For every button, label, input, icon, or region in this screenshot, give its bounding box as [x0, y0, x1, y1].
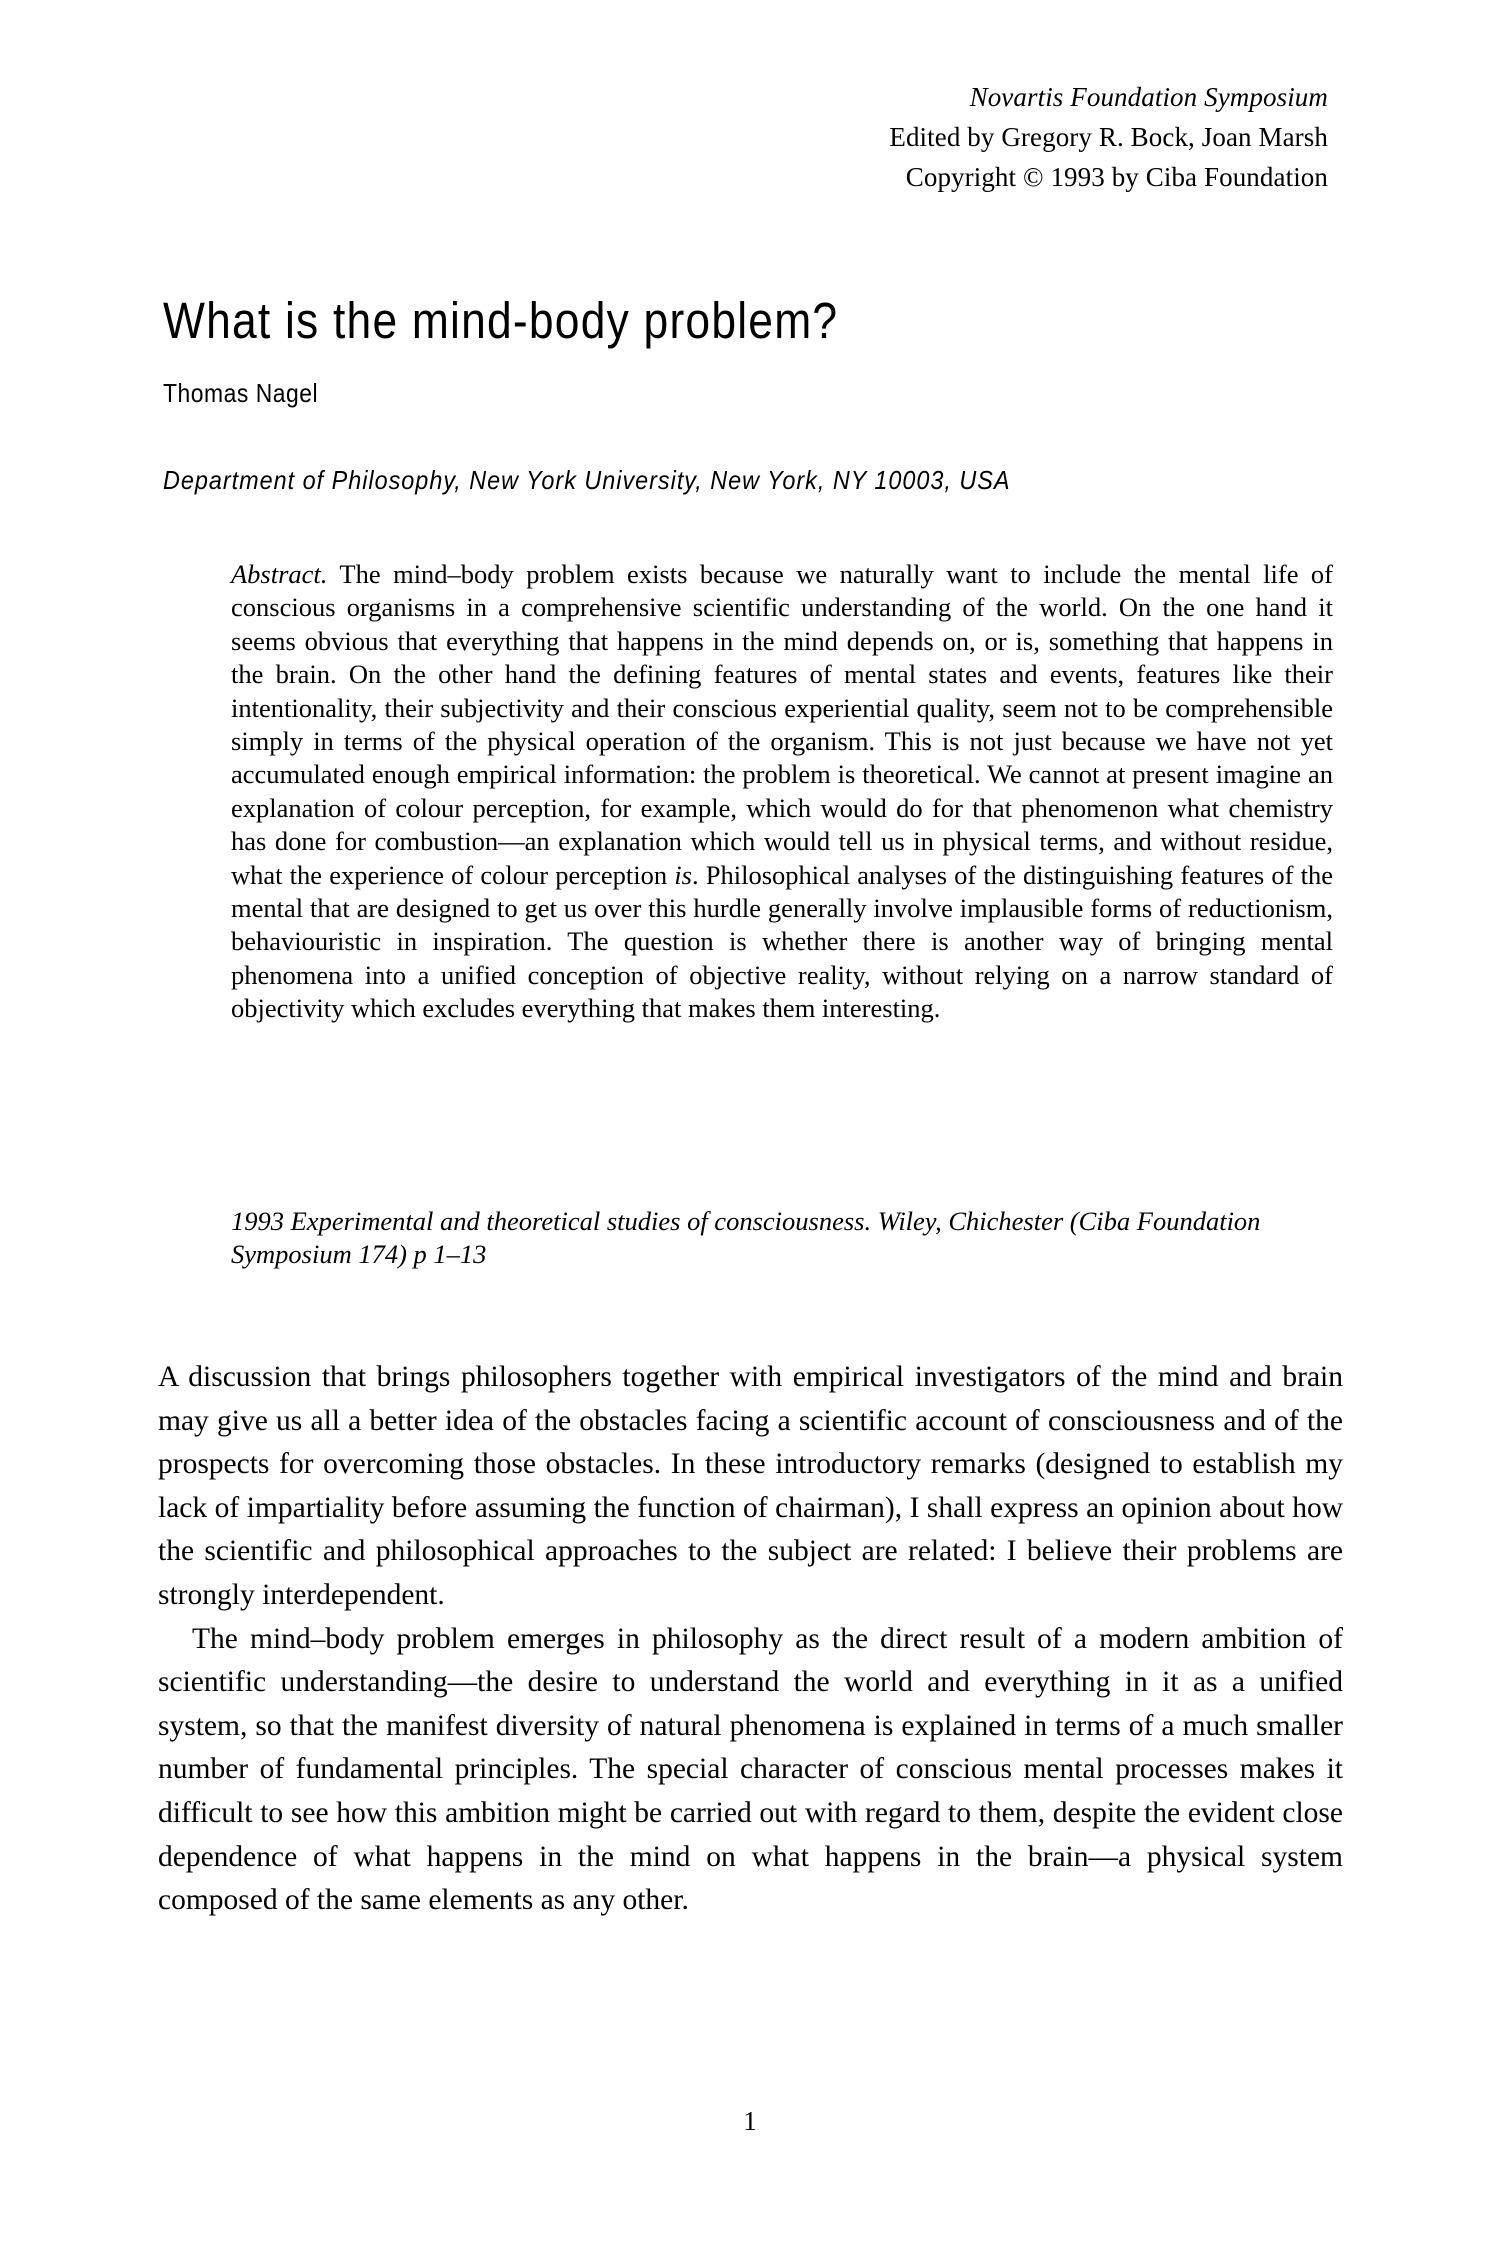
publisher-copyright-line: Copyright © 1993 by Ciba Foundation — [905, 161, 1328, 192]
author-affiliation: Department of Philosophy, New York University, New York, NY 10003, USA — [163, 465, 1011, 495]
body-content — [158, 1356, 1343, 1923]
abstract-text-part-2: . Philosophical analyses of the distinguishing features of the mental that are designed to get us over this hurdle generally involve implausible forms of reductionism, behaviouristic in inspiration. The question is whether there is another way of bringing mental phenomena into a unified conception of objective reality, without relying on a narrow standard of objectivity which excludes everything that makes them interesting. — [231, 859, 1333, 1024]
publisher-editors-line: Edited by Gregory R. Bock, Joan Marsh — [889, 121, 1328, 152]
page-number: 1 — [743, 2106, 757, 2136]
abstract-label: Abstract. — [231, 559, 328, 589]
citation-text: 1993 Experimental and theoretical studies of consciousness. Wiley, Chichester (Ciba Foundation Symposium 174) p 1–13 — [231, 1206, 1261, 1270]
page-title: What is the mind-body problem? — [163, 292, 839, 350]
body-paragraph-1: A discussion that brings philosophers together with empirical investigators of the mind and brain may give us all a better idea of the obstacles facing a scientific account of consciousness and of the prospects for overcoming those obstacles. In these introductory remarks (designed to establish my lack of impartiality before assuming the function of chairman), I shall express an opinion about how the scientific and philosophical approaches to the subject are related: I believe their problems are strongly interdependent. — [158, 1361, 1343, 1611]
author-name: Thomas Nagel — [163, 378, 319, 408]
abstract-paragraph — [231, 558, 1333, 1026]
source-citation — [231, 1205, 1333, 1272]
publisher-header — [889, 78, 1328, 198]
abstract-section — [231, 558, 1333, 1026]
publisher-series-line: Novartis Foundation Symposium — [969, 82, 1328, 112]
abstract-emphasis: is — [674, 859, 692, 890]
body-paragraph-2: The mind–body problem emerges in philosophy as the direct result of a modern ambition of scientific understanding—the desire to understand the world and everything in it as a unified system, so that the manifest diversity of natural phenomena is explained in terms of a much smaller number of fundamental principles. The special character of conscious mental processes makes it difficult to see how this ambition might be carried out with regard to them, despite the evident close dependence of what happens in the mind on what happens in the brain—a physical system composed of the same elements as any other. — [158, 1622, 1343, 1917]
abstract-text-part-1: The mind–body problem exists because we naturally want to include the mental life of conscious organisms in a comprehensive scientific understanding of the world. On the one hand it seems obvious that everything that happens in the mind depends on, or is, something that happens in the brain. On the other hand the defining features of mental states and events, features like their intentionality, their subjectivity and their conscious experiential quality, seem not to be comprehensible simply in terms of the physical operation of the organism. This is not just because we have not yet accumulated enough empirical information: the problem is theoretical. We cannot at present imagine an explanation of colour perception, for example, which would do for that phenomenon what chemistry has done for combustion—an explanation which would tell us in physical terms, and without residue, what the experience of colour perception — [231, 559, 1333, 890]
